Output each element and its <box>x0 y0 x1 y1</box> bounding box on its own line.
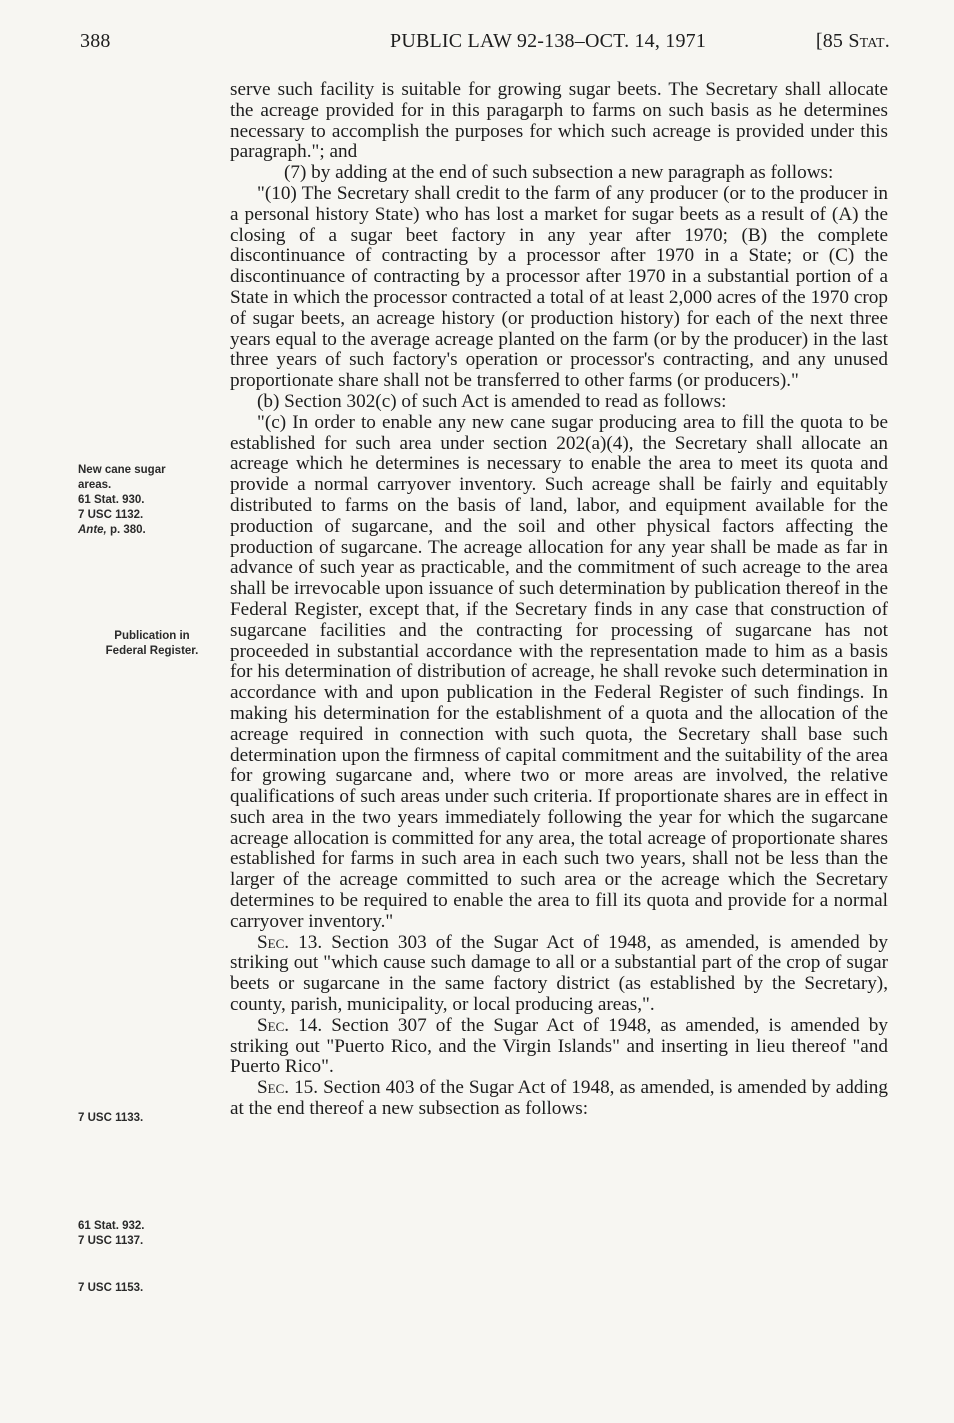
margin-note-new-cane <box>78 463 226 538</box>
page-number: 388 <box>80 30 111 52</box>
ante-word: Ante, <box>78 524 107 536</box>
margin-note-usc-1153 <box>78 1281 226 1296</box>
statute-word: Stat. <box>848 30 890 52</box>
section-14 <box>230 1016 888 1078</box>
margin-note-line: 7 USC 1153. <box>78 1282 144 1294</box>
section-label: Sec. 13. <box>257 931 323 953</box>
running-title: PUBLIC LAW 92-138–OCT. 14, 1971 <box>390 30 707 52</box>
margin-note-publication <box>88 629 216 659</box>
paragraph: "(10) The Secretary shall credit to the farm of any producer (or to the producer in a personal history State) who has lost a market for sugar beets as a result of (A) the closing of a sugar beet factory in any year after 1970; (B) the complete discontinuance of contracting by a processor after 1970 in a State; or (C) the discontinuance of contracting by a processor after 1970 in a substantial portion of a State in which the processor contracted a total of at least 2,000 acres of the 1970 crop of sugar beets, an acreage history (or production history) for each of the next three years equal to the average acreage planted on the farm (or by the producer) in the last three years of such factory's operation or processor's contracting, and any unused proportionate share shall not be transferred to other farms (or producers)." <box>230 182 888 392</box>
margin-note-usc-1133 <box>78 1111 226 1126</box>
section-text: Section 307 of the Sugar Act of 1948, as amended, is amended by striking out "Puerto Rico, and the Virgin Islands" and inserting in lieu thereof "and Puerto Rico". <box>230 1014 888 1078</box>
page-header <box>80 30 890 58</box>
margin-note-line: 61 Stat. 932. <box>78 1220 145 1232</box>
paragraph: serve such facility is suitable for growing sugar beets. The Secretary shall allocate the acreage provided for in this paragarph to farms on such basis as he determines necessary to accomplish the purposes for which such acreage is provided under this paragraph."; and <box>230 79 888 163</box>
margin-note-line: 7 USC 1133. <box>78 1112 144 1124</box>
margin-note-sec14 <box>78 1219 226 1249</box>
section-label: Sec. 15. <box>257 1077 319 1099</box>
margin-note-line: Federal Register. <box>105 645 199 657</box>
section-13 <box>230 933 888 1016</box>
margin-note-line: 7 USC 1132. <box>78 509 144 521</box>
ante-page: p. 380. <box>109 524 146 536</box>
statute-volume: [85 <box>815 30 844 52</box>
margin-note-line: New cane sugar <box>78 464 166 476</box>
margin-note-line: Publication in <box>114 630 190 642</box>
paragraph: (b) Section 302(c) of such Act is amended to read as follows: <box>257 390 727 412</box>
paragraph: "(c) In order to enable any new cane sugar producing area to fill the quota to be established for such area under section 202(a)(4), the Secretary shall allocate an acreage which he determines is necessary to enable the area to meet its quota and provide a normal carryover inventory. Such acreage shall be fairly and equitably distributed to farms on the basis of land, labor, and equipment available for the production of sugarcane, and the soil and other physical factors affecting the production of sugarcane. The acreage allocation for any year shall be made as far in advance of such year as practicable, and the commitment of such acreage to the area shall be irrevocable upon issuance of such determination by publication thereof in the Federal Register, except that, if the Secretary finds in any case that construction of sugarcane facilities and the contracting for processing of sugarcane has not proceeded in substantial accordance with the representation made to him as a basis for his determination of distribution of acreage, he shall revoke such determination in accordance with and upon publication in the Federal Register of such findings. In making his determination for the establishment of a quota and the allocation of the acreage required in connection with such quota, the Secretary shall base such determination upon the firmness of capital commitment and the suitability of the area for growing sugarcane and, where two or more areas are involved, the relative qualifications of such areas under such criteria. If proportionate shares are in effect in such area in the two years immediately following the year for which the sugarcane acreage allocation is committed for any area, the total acreage of proportionate shares established for farms in such area in each such two years, shall not be less than the larger of the acreage committed to such area or the acreage which the Secretary determines to be required to enable the area to fill its quota and provide for a normal carryover inventory." <box>230 411 888 932</box>
margin-note-line: 7 USC 1137. <box>78 1235 144 1247</box>
margin-note-line: areas. <box>78 479 112 491</box>
section-15 <box>230 1078 888 1120</box>
statute-reference <box>816 30 890 53</box>
section-text: Section 303 of the Sugar Act of 1948, as amended, is amended by striking out "which cause such damage to all or a substantial part of the crop of sugar beets or sugarcane in the same factory district (as established by the Secretary), county, parish, municipality, or local producing areas,". <box>230 931 888 1016</box>
margin-note-line <box>78 523 226 538</box>
section-label: Sec. 14. <box>257 1014 323 1036</box>
section-text: Section 403 of the Sugar Act of 1948, as amended, is amended by adding at the end thereof a new subsection as follows: <box>230 1077 888 1120</box>
statute-body <box>230 80 888 1120</box>
paragraph: (7) by adding at the end of such subsection a new paragraph as follows: <box>284 162 834 184</box>
margin-note-line: 61 Stat. 930. <box>78 494 145 506</box>
